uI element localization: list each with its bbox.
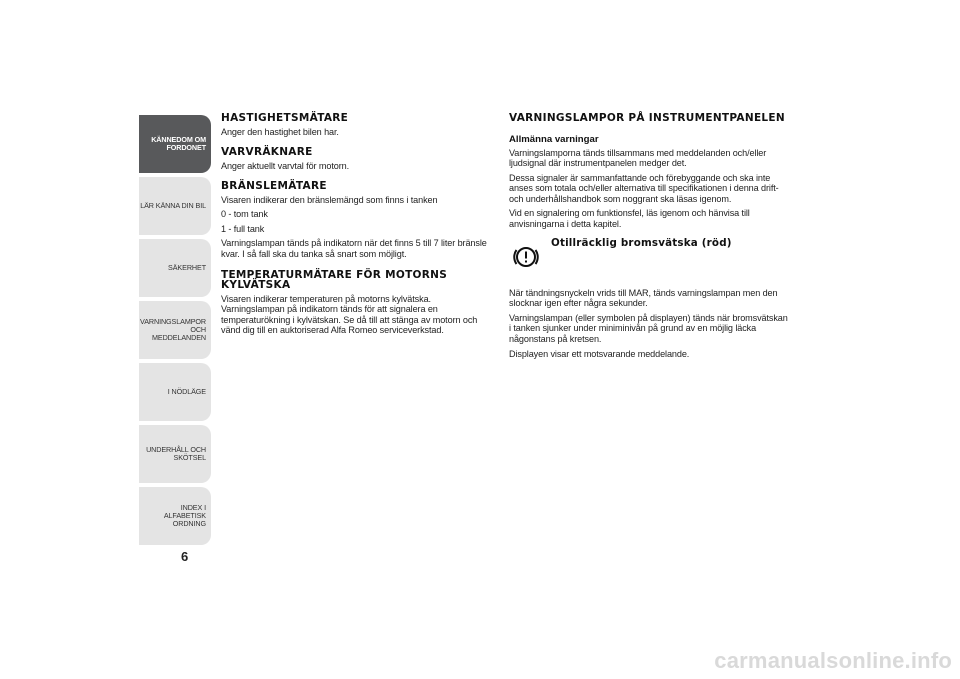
tachometer-text: Anger aktuellt varvtal för motorn. <box>221 160 350 171</box>
tab-label: UNDERHÅLL OCH SKÖTSEL <box>146 444 206 462</box>
fuel-gauge-empty: 0 - tom tank <box>221 209 268 220</box>
speedometer-heading: HASTIGHETSMÄTARE <box>221 112 349 124</box>
page-number: 6 <box>181 549 189 564</box>
brake-fluid-text-3: Displayen visar ett motsvarande meddelande. <box>509 348 690 359</box>
tab-label: SÄKERHET <box>168 262 206 272</box>
brake-fluid-title: Otillräcklig bromsvätska (röd) <box>551 236 732 249</box>
coolant-temp-heading: TEMPERATURMÄTARE FÖR MOTORNS KYLVÄTSKA <box>221 268 448 292</box>
tab-index[interactable] <box>139 487 211 545</box>
tab-label: VARNINGSLAMPOR OCH MEDDELANDEN <box>140 316 206 343</box>
coolant-temp-text: Visaren indikerar temperaturen på motorns kylvätska. Varningslampan på indikatorn tänds för att signalera en temperaturökning i kylvätskan. Se då till att stänga av motorn och vänd dig till en auktoriserad Alfa Romeo serviceverkstad. <box>221 293 478 336</box>
right-column <box>509 113 789 363</box>
general-warnings-text-1: Varningslamporna tänds tillsammans med meddelanden och/eller ljudsignal där instrumentpanelen medger det. <box>509 147 767 169</box>
brake-fluid-text-2: Varningslampan (eller symbolen på displayen) tänds när bromsvätskan i tanken sjunker under miniminivån på grund av en möjlig läcka någonstans på kretsen. <box>509 312 788 345</box>
fuel-gauge-full: 1 - full tank <box>221 223 265 234</box>
general-warnings-heading: Allmänna varningar <box>509 133 599 145</box>
tab-lar-kanna-din-bil[interactable] <box>139 177 211 235</box>
chapter-tabs <box>139 115 211 549</box>
tab-label: INDEX I ALFABETISK ORDNING <box>163 502 206 529</box>
brake-fluid-warning <box>509 238 789 284</box>
general-warnings-text-3: Vid en signalering om funktionsfel, läs igenom och hänvisa till anvisningarna i detta kapitel. <box>509 208 750 230</box>
brake-warning-icon <box>511 242 541 272</box>
brake-fluid-text-1: När tändningsnyckeln vrids till MAR, tänds varningslampan men den slocknar igen efter några sekunder. <box>509 287 778 309</box>
fuel-gauge-heading: BRÄNSLEMÄTARE <box>221 180 327 193</box>
fuel-gauge-text: Visaren indikerar den bränslemängd som finns i tanken <box>221 194 438 205</box>
speedometer-text: Anger den hastighet bilen har. <box>221 126 339 137</box>
tab-label: I NÖDLÄGE <box>167 386 206 396</box>
tab-label: KÄNNEDOM OM FORDONET <box>151 134 206 152</box>
tachometer-heading: VARVRÄKNARE <box>221 146 313 159</box>
warning-lights-heading: VARNINGSLAMPOR PÅ INSTRUMENTPANELEN <box>509 112 785 124</box>
tab-label: LÄR KÄNNA DIN BIL <box>140 200 206 210</box>
general-warnings-text-2: Dessa signaler är sammanfattande och förebyggande och ska inte anses som totala och/eller alternativa till specifikationen i denna drift- och underhållshandbok som noggrant ska läsas igenom. <box>509 172 779 204</box>
tab-sakerhet[interactable] <box>139 239 211 297</box>
tab-i-nodlage[interactable] <box>139 363 211 421</box>
fuel-warning-text: Varningslampan tänds på indikatorn när det finns 5 till 7 liter bränsle kvar. I så fall ska du tanka så snart som möjligt. <box>221 238 487 260</box>
tab-varningslampor[interactable] <box>139 301 211 359</box>
tab-underhall-och-skotsel[interactable] <box>139 425 211 483</box>
watermark: carmanualsonline.info <box>714 648 952 673</box>
left-column <box>221 113 493 340</box>
tab-kannedom-om-fordonet[interactable] <box>139 115 211 173</box>
